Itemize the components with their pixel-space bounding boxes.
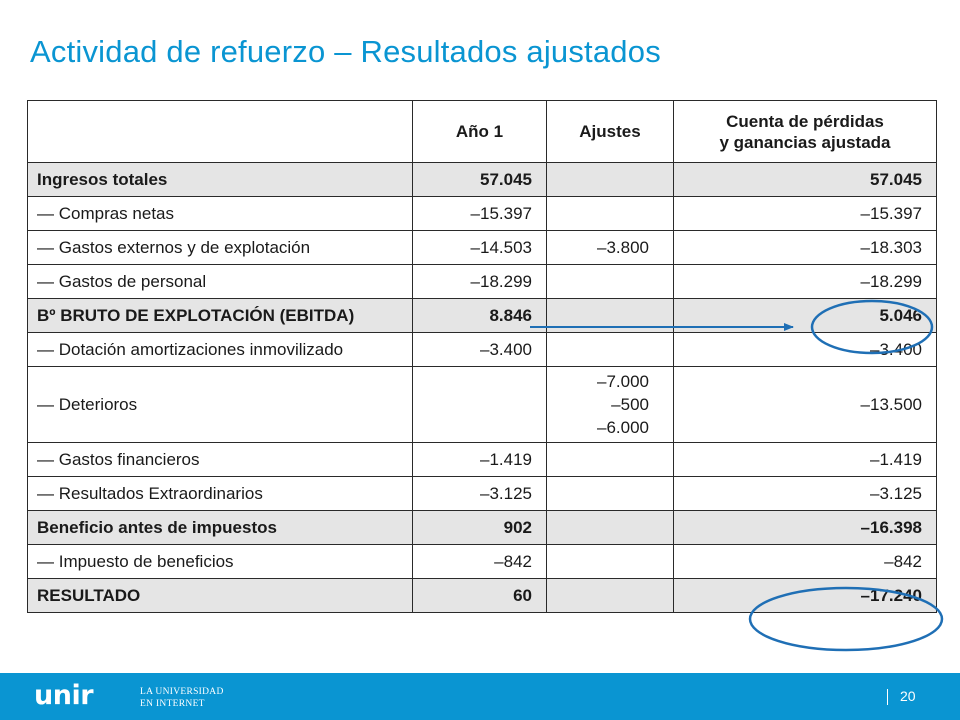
row-adjusted-value: 57.045 — [674, 163, 937, 197]
row-adjusted-value: 5.046 — [674, 299, 937, 333]
row-adjustments — [547, 367, 674, 443]
row-year1-value: –3.400 — [413, 333, 547, 367]
table-row — [28, 545, 937, 579]
header-adjusted-line1: Cuenta de pérdidas — [726, 111, 884, 131]
row-adjusted-value: –17.240 — [674, 579, 937, 613]
adjustment-value: –500 — [611, 395, 649, 414]
row-adjusted-value: –3.125 — [674, 477, 937, 511]
header-row — [28, 101, 937, 163]
row-adjustments — [547, 299, 674, 333]
row-year1-value: –18.299 — [413, 265, 547, 299]
row-label: — Dotación amortizaciones inmovilizado — [28, 333, 413, 367]
row-adjustments — [547, 163, 674, 197]
table-row — [28, 231, 937, 265]
table-row — [28, 265, 937, 299]
row-label: RESULTADO — [28, 579, 413, 613]
table-row — [28, 163, 937, 197]
row-adjusted-value: –18.303 — [674, 231, 937, 265]
row-label: — Resultados Extraordinarios — [28, 477, 413, 511]
row-adjustments — [547, 545, 674, 579]
row-adjustments — [547, 443, 674, 477]
adjustment-value: –7.000 — [597, 372, 649, 391]
row-label: — Gastos externos y de explotación — [28, 231, 413, 265]
row-label: — Impuesto de beneficios — [28, 545, 413, 579]
row-adjusted-value: –16.398 — [674, 511, 937, 545]
row-label: — Gastos de personal — [28, 265, 413, 299]
row-year1-value: –1.419 — [413, 443, 547, 477]
row-year1-value: –842 — [413, 545, 547, 579]
row-adjustments — [547, 579, 674, 613]
table-row — [28, 477, 937, 511]
row-adjustments — [547, 477, 674, 511]
page-separator — [887, 689, 888, 705]
row-year1-value: 60 — [413, 579, 547, 613]
logo-tagline-line1: LA UNIVERSIDAD — [140, 687, 224, 697]
row-adjusted-value: –15.397 — [674, 197, 937, 231]
unir-logo: unir — [34, 680, 94, 711]
logo-tagline-line2: EN INTERNET — [140, 699, 205, 709]
header-adjustments: Ajustes — [547, 101, 674, 163]
row-label: — Deterioros — [28, 367, 413, 443]
row-adjustments — [547, 265, 674, 299]
row-adjusted-value: –3.400 — [674, 333, 937, 367]
row-label: Ingresos totales — [28, 163, 413, 197]
row-adjusted-value: –13.500 — [674, 367, 937, 443]
row-adjustments — [547, 511, 674, 545]
row-adjusted-value: –18.299 — [674, 265, 937, 299]
table-row — [28, 299, 937, 333]
row-adjustments — [547, 231, 674, 265]
row-label: — Compras netas — [28, 197, 413, 231]
row-adjustments — [547, 197, 674, 231]
table-row — [28, 511, 937, 545]
table-row — [28, 579, 937, 613]
row-adjustments — [547, 333, 674, 367]
row-year1-value: 902 — [413, 511, 547, 545]
row-year1-value: –3.125 — [413, 477, 547, 511]
row-year1-value — [413, 367, 547, 443]
table-row — [28, 197, 937, 231]
footer-bar — [0, 673, 960, 720]
row-label: Beneficio antes de impuestos — [28, 511, 413, 545]
row-year1-value: 8.846 — [413, 299, 547, 333]
row-adjusted-value: –1.419 — [674, 443, 937, 477]
table-row — [28, 333, 937, 367]
header-year1: Año 1 — [413, 101, 547, 163]
header-concept — [28, 101, 413, 163]
logo-tagline — [140, 686, 224, 710]
row-adjusted-value: –842 — [674, 545, 937, 579]
row-year1-value: –15.397 — [413, 197, 547, 231]
row-label: — Gastos financieros — [28, 443, 413, 477]
row-year1-value: –14.503 — [413, 231, 547, 265]
table-row — [28, 367, 937, 443]
table-row — [28, 443, 937, 477]
adjustment-value: –3.800 — [597, 237, 649, 257]
adjusted-results-table — [27, 100, 937, 613]
header-adjusted-line2: y ganancias ajustada — [719, 132, 891, 152]
adjustment-value: –6.000 — [597, 418, 649, 437]
header-adjusted — [674, 101, 937, 163]
slide-title: Actividad de refuerzo – Resultados ajustados — [30, 34, 661, 69]
row-label: Bº BRUTO DE EXPLOTACIÓN (EBITDA) — [28, 299, 413, 333]
page-number: 20 — [900, 688, 916, 704]
table-body — [28, 163, 937, 613]
row-year1-value: 57.045 — [413, 163, 547, 197]
